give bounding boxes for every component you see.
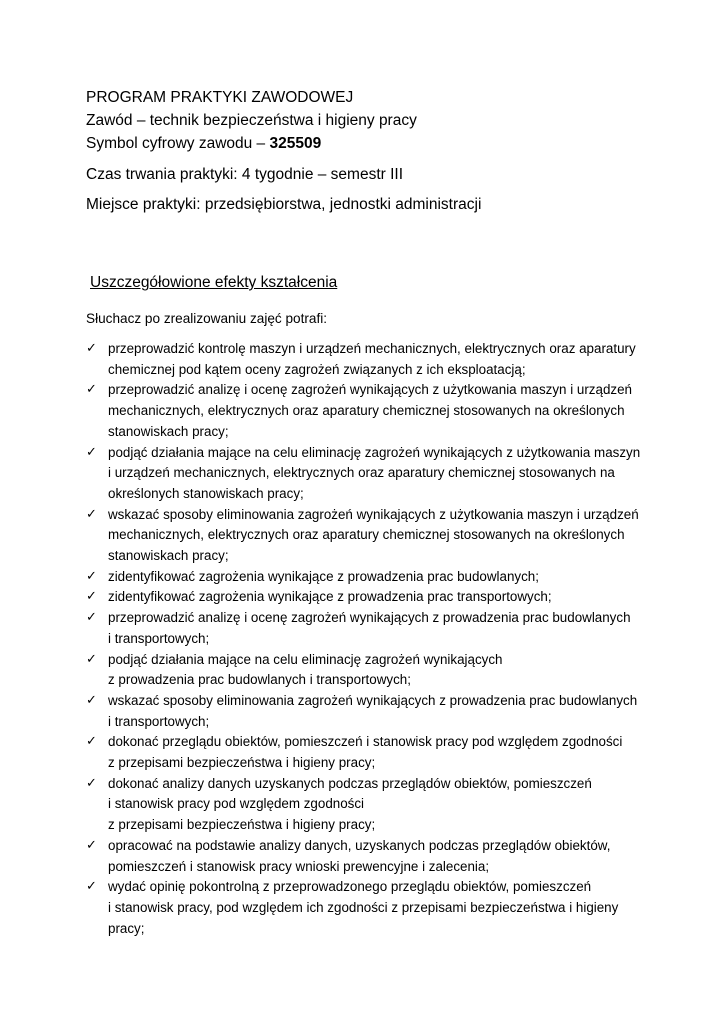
list-item-line: zidentyfikować zagrożenia wynikające z prowadzenia prac transportowych; bbox=[108, 589, 552, 605]
checkmark-icon: ✓ bbox=[86, 568, 97, 584]
list-item bbox=[86, 443, 646, 505]
list-item-line: wskazać sposoby eliminowania zagrożeń wynikających z prowadzenia prac budowlanych bbox=[108, 692, 638, 708]
list-item-line: podjąć działania mające na celu eliminację zagrożeń wynikających z użytkowania maszyn bbox=[108, 444, 641, 460]
section-title: Uszczegółowione efekty kształcenia bbox=[90, 274, 338, 291]
list-item bbox=[86, 650, 646, 691]
list-item-line: i stanowisk pracy, pod względem ich zgodności z przepisami bezpieczeństwa i higieny bbox=[108, 899, 619, 915]
checkmark-icon: ✓ bbox=[86, 444, 97, 460]
list-item-line: dokonać analizy danych uzyskanych podczas przeglądów obiektów, pomieszczeń bbox=[108, 775, 592, 791]
list-item-line: z prowadzenia prac budowlanych i transportowych; bbox=[108, 672, 411, 688]
list-item-line: opracować na podstawie analizy danych, uzyskanych podczas przeglądów obiektów, bbox=[108, 837, 611, 853]
list-item-line: mechanicznych, elektrycznych oraz aparatury chemicznej stosowanych na określonych bbox=[108, 527, 625, 543]
list-item-line: chemicznej pod kątem oceny zagrożeń związanych z ich eksploatacją; bbox=[108, 361, 526, 377]
list-item-line: przeprowadzić kontrolę maszyn i urządzeń mechanicznych, elektrycznych oraz aparatury bbox=[108, 341, 636, 356]
list-item-line: określonych stanowiskach pracy; bbox=[108, 485, 304, 501]
symbol-line bbox=[86, 132, 481, 155]
list-item bbox=[86, 608, 646, 649]
checkmark-icon: ✓ bbox=[86, 734, 97, 750]
list-item bbox=[86, 380, 646, 442]
checkmark-icon: ✓ bbox=[86, 610, 97, 626]
list-item bbox=[86, 339, 646, 380]
checkmark-icon: ✓ bbox=[86, 692, 97, 708]
checkmark-icon: ✓ bbox=[86, 382, 97, 398]
place-line: Miejsce praktyki: przedsiębiorstwa, jednostki administracji bbox=[86, 196, 482, 213]
checkmark-icon: ✓ bbox=[86, 589, 97, 605]
list-item-line: dokonać przeglądu obiektów, pomieszczeń i stanowisk pracy pod względem zgodności bbox=[108, 734, 623, 750]
list-item-line: i urządzeń mechanicznych, elektrycznych oraz aparatury chemicznej stosowanych na bbox=[108, 465, 615, 481]
list-item bbox=[86, 774, 646, 836]
list-item bbox=[86, 505, 646, 567]
checkmark-icon: ✓ bbox=[86, 837, 97, 853]
list-item-line: przeprowadzić analizę i ocenę zagrożeń wynikających z użytkowania maszyn i urządzeń bbox=[108, 382, 632, 398]
checkmark-icon: ✓ bbox=[86, 879, 97, 895]
checkmark-icon: ✓ bbox=[86, 506, 97, 522]
list-item-line: zidentyfikować zagrożenia wynikające z prowadzenia prac budowlanych; bbox=[108, 568, 539, 584]
list-item bbox=[86, 877, 646, 939]
checkmark-icon: ✓ bbox=[86, 651, 97, 667]
list-item-line: pomieszczeń i stanowisk pracy wnioski prewencyjne i zalecenia; bbox=[108, 858, 490, 874]
list-item-line: z przepisami bezpieczeństwa i higieny pracy; bbox=[108, 755, 376, 771]
list-item-line: wskazać sposoby eliminowania zagrożeń wynikających z użytkowania maszyn i urządzeń bbox=[108, 506, 639, 522]
checkmark-icon: ✓ bbox=[86, 775, 97, 791]
symbol-label: Symbol cyfrowy zawodu – bbox=[86, 135, 270, 152]
program-title: PROGRAM PRAKTYKI ZAWODOWEJ bbox=[86, 89, 354, 106]
list-item-line: wydać opinię pokontrolną z przeprowadzonego przeglądu obiektów, pomieszczeń bbox=[108, 879, 592, 895]
list-item-line: i transportowych; bbox=[108, 630, 210, 646]
list-item bbox=[86, 567, 646, 588]
checkmark-icon: ✓ bbox=[86, 341, 97, 356]
list-item-line: mechanicznych, elektrycznych oraz aparatury chemicznej stosowanych na określonych bbox=[108, 403, 625, 419]
learning-outcomes-list bbox=[86, 339, 646, 939]
profession-line: Zawód – technik bezpieczeństwa i higieny pracy bbox=[86, 112, 417, 129]
list-item-line: i transportowych; bbox=[108, 713, 210, 729]
list-item-line: i stanowisk pracy pod względem zgodności bbox=[108, 796, 365, 812]
section-intro: Słuchacz po zrealizowaniu zajęć potrafi: bbox=[86, 311, 328, 326]
list-item-line: podjąć działania mające na celu eliminację zagrożeń wynikających bbox=[108, 651, 503, 667]
duration-line: Czas trwania praktyki: 4 tygodnie – semestr III bbox=[86, 166, 404, 183]
list-item-line: z przepisami bezpieczeństwa i higieny pracy; bbox=[108, 817, 376, 833]
list-item-line: pracy; bbox=[108, 920, 145, 936]
list-item-line: stanowiskach pracy; bbox=[108, 548, 229, 564]
list-item bbox=[86, 691, 646, 732]
list-item-line: stanowiskach pracy; bbox=[108, 423, 229, 439]
list-item bbox=[86, 836, 646, 877]
program-header bbox=[86, 86, 481, 216]
list-item bbox=[86, 587, 646, 608]
list-item bbox=[86, 732, 646, 773]
list-item-line: przeprowadzić analizę i ocenę zagrożeń wynikających z prowadzenia prac budowlanych bbox=[108, 610, 631, 626]
symbol-code: 325509 bbox=[269, 135, 322, 152]
